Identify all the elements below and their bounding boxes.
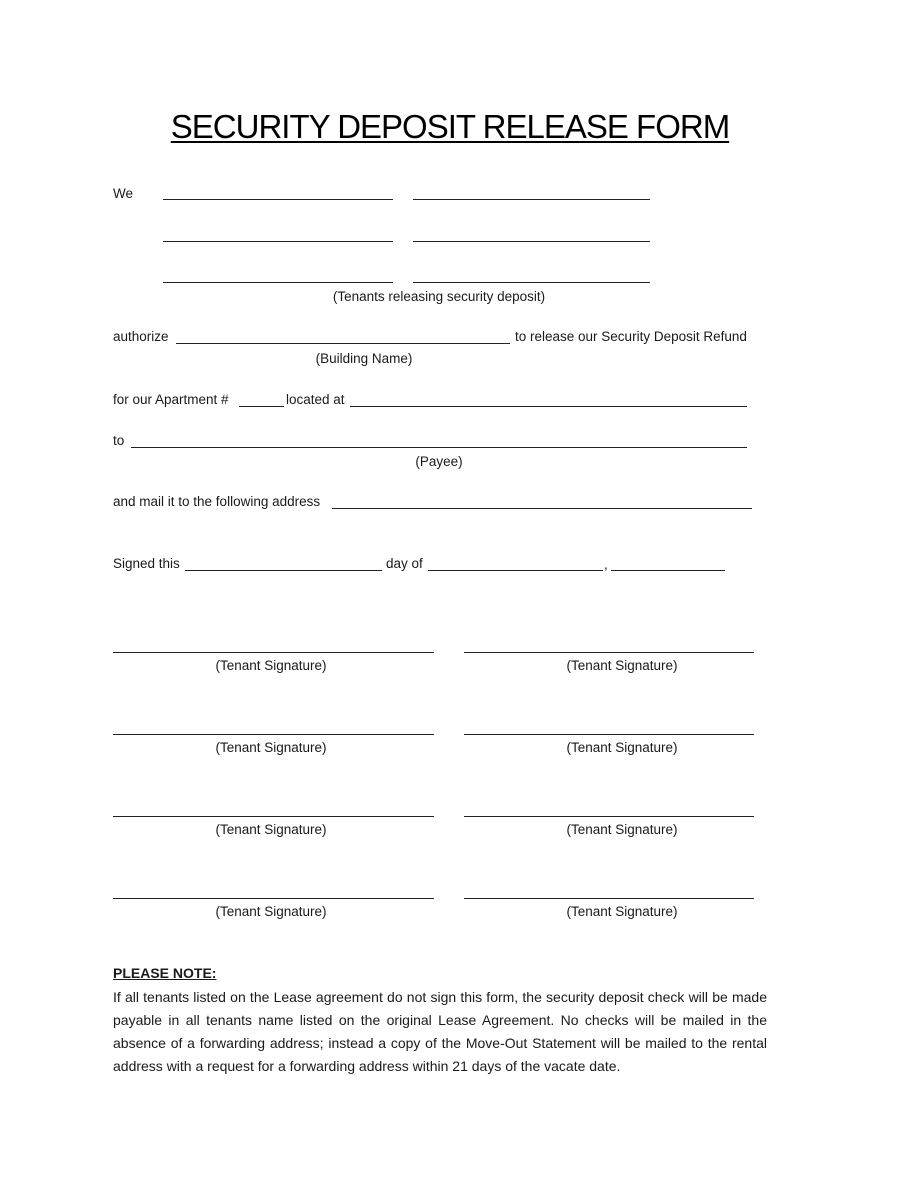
building-name-field[interactable] — [176, 343, 510, 344]
authorize-label: authorize — [113, 329, 169, 344]
signed-label: Signed this — [113, 556, 180, 571]
tenant-signature-field[interactable] — [464, 816, 754, 817]
release-text: to release our Security Deposit Refund — [515, 329, 747, 344]
tenant-name-field-3[interactable] — [163, 241, 393, 242]
tenant-signature-field[interactable] — [113, 898, 434, 899]
tenant-signature-caption: (Tenant Signature) — [215, 658, 327, 673]
comma-separator: , — [604, 557, 608, 572]
tenant-name-field-5[interactable] — [163, 282, 393, 283]
to-label: to — [113, 433, 125, 448]
signed-day-field[interactable] — [185, 570, 382, 571]
tenant-signature-field[interactable] — [464, 734, 754, 735]
tenant-signature-field[interactable] — [113, 816, 434, 817]
tenant-signature-field[interactable] — [464, 652, 754, 653]
apartment-address-field[interactable] — [350, 406, 747, 407]
tenant-signature-caption: (Tenant Signature) — [215, 822, 327, 837]
tenant-signature-caption: (Tenant Signature) — [566, 904, 678, 919]
note-heading: PLEASE NOTE: — [113, 965, 217, 981]
we-label: We — [113, 186, 134, 201]
tenant-signature-caption: (Tenant Signature) — [566, 740, 678, 755]
apartment-label: for our Apartment # — [113, 392, 229, 407]
apartment-number-field[interactable] — [239, 406, 284, 407]
tenant-signature-field[interactable] — [113, 652, 434, 653]
tenant-signature-caption: (Tenant Signature) — [566, 658, 678, 673]
note-body: If all tenants listed on the Lease agreement do not sign this form, the security deposit check will be made payable in all tenants name listed on the original Lease Agreement. No checks will be mailed in the absence of a forwarding address; instead a copy of the Move-Out Statement will be mailed to the rental address with a request for a forwarding address within 21 days of the vacate date. — [113, 989, 767, 1074]
mailing-address-field[interactable] — [332, 508, 752, 509]
building-caption: (Building Name) — [315, 351, 413, 366]
tenant-signature-field[interactable] — [113, 734, 434, 735]
tenant-name-field-4[interactable] — [413, 241, 650, 242]
signed-year-field[interactable] — [611, 570, 725, 571]
signed-month-field[interactable] — [428, 570, 603, 571]
tenant-name-field-2[interactable] — [413, 199, 650, 200]
tenant-signature-caption: (Tenant Signature) — [566, 822, 678, 837]
mail-label: and mail it to the following address — [113, 494, 321, 509]
tenant-name-field-6[interactable] — [413, 282, 650, 283]
payee-caption: (Payee) — [415, 454, 463, 469]
tenant-name-field-1[interactable] — [163, 199, 393, 200]
tenants-caption: (Tenants releasing security deposit) — [332, 289, 546, 304]
tenant-signature-caption: (Tenant Signature) — [215, 904, 327, 919]
tenant-signature-caption: (Tenant Signature) — [215, 740, 327, 755]
payee-field[interactable] — [131, 447, 747, 448]
tenant-signature-field[interactable] — [464, 898, 754, 899]
form-title: SECURITY DEPOSIT RELEASE FORM — [170, 108, 730, 145]
located-label: located at — [286, 392, 345, 407]
day-of-label: day of — [386, 556, 423, 571]
